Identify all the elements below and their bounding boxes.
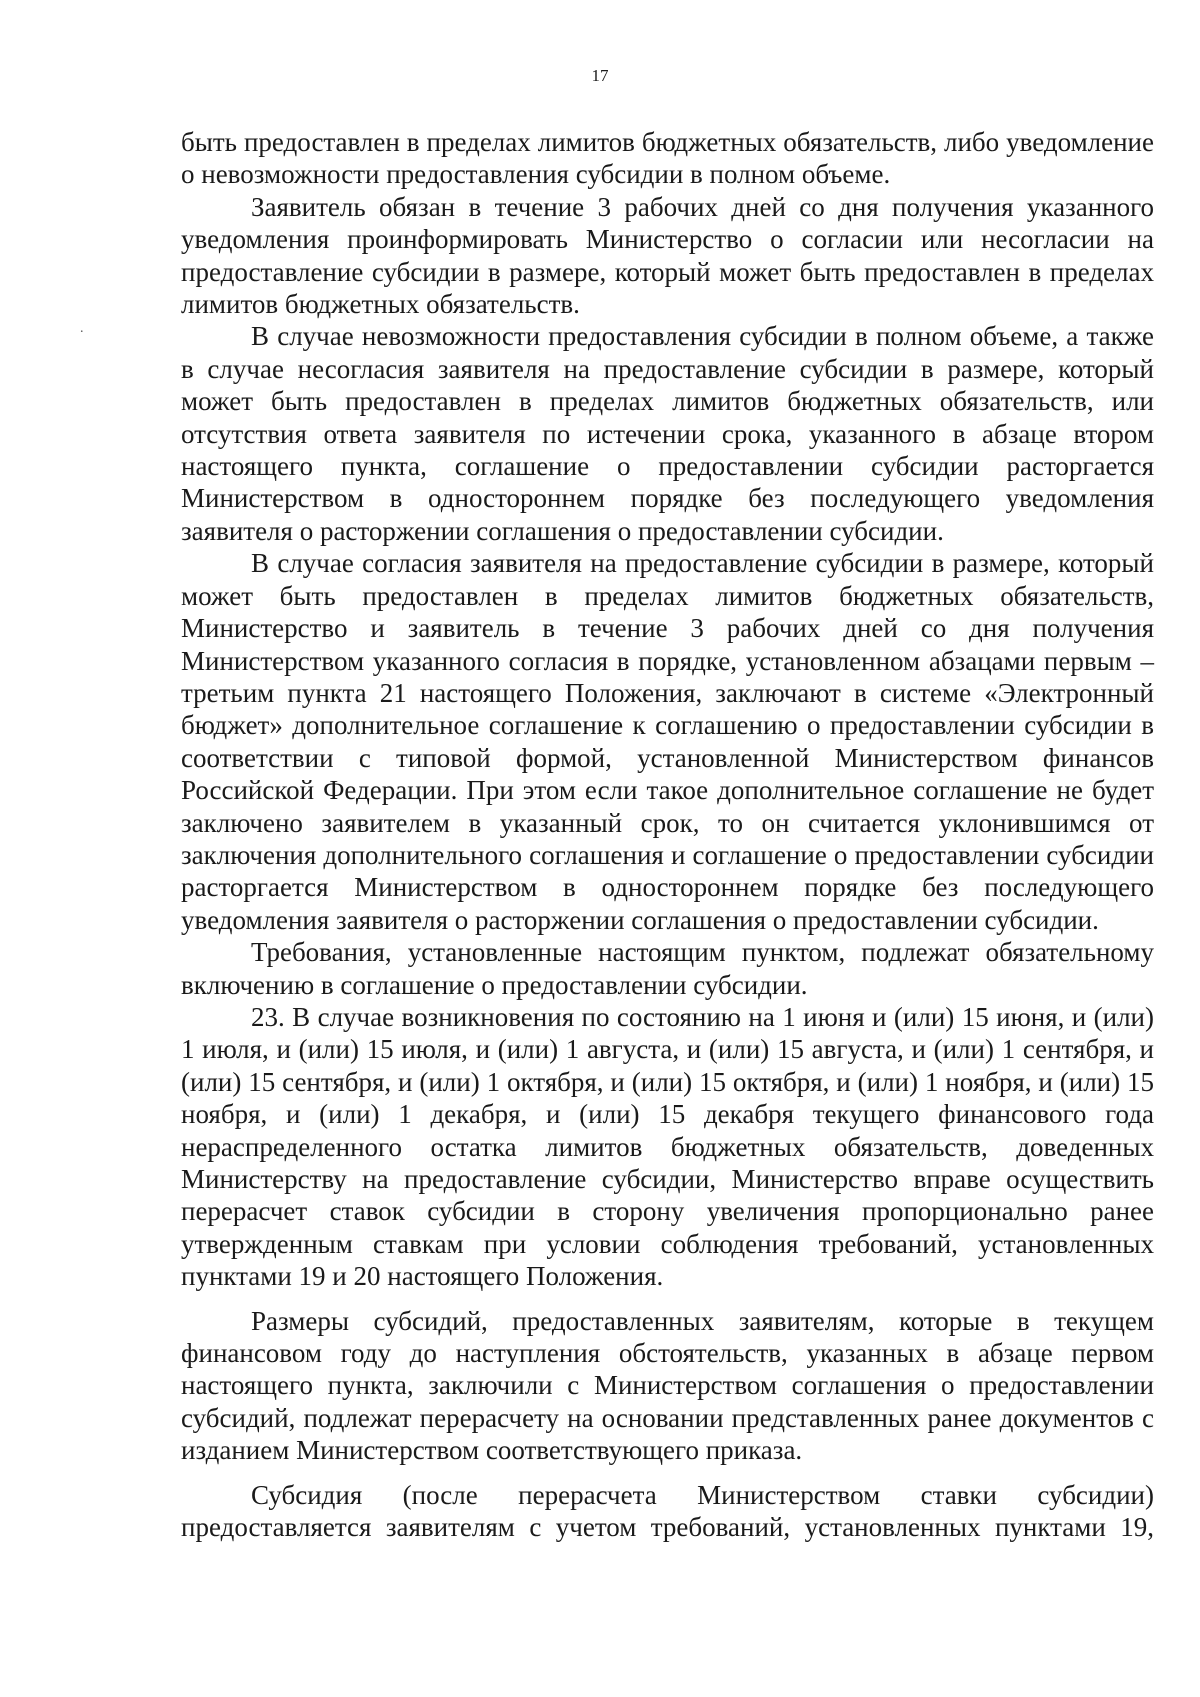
paragraph-applicant-obligation: Заявитель обязан в течение 3 рабочих дней со дня получения указанного уведомления проинформировать Министерство о согласии или несогласии на предоставление субсидии в размере, который может быть предоставлен в пределах лимитов бюджетных обязательств. <box>181 191 1154 320</box>
document-body <box>181 126 1154 1543</box>
scan-artifact-mark: . <box>80 321 84 336</box>
page-number: 17 <box>591 66 609 85</box>
paragraph-requirements: Требования, установленные настоящим пунктом, подлежат обязательному включению в соглашение о предоставлении субсидии. <box>181 937 1154 1000</box>
paragraph-consent-case: В случае согласия заявителя на предоставление субсидии в размере, который может быть предоставлен в пределах лимитов бюджетных обязательств, Министерство и заявитель в течение 3 рабочих дней со дня получения Министерством указанного согласия в порядке, установленном абзацами первым – третьим пункта 21 настоящего Положения, заключают в системе «Электронный бюджет» дополнительное соглашение к соглашению о предоставлении субсидии в соответствии с типовой формой, установленной Министерством финансов Российской Федерации. При этом если такое дополнительное соглашение не будет заключено заявителем в указанный срок, то он считается уклонившимся от заключения дополнительного соглашения и соглашение о предоставлении субсидии расторгается Министерством в одностороннем порядке без последующего уведомления заявителя о расторжении соглашения о предоставлении субсидии. <box>181 548 1154 935</box>
paragraph-subsidy-sizes: Размеры субсидий, предоставленных заявителям, которые в текущем финансовом году до наступления обстоятельств, указанных в абзаце первом настоящего пункта, заключили с Министерством соглашения о предоставлении субсидий, подлежат перерасчету на основании представленных ранее документов с изданием Министерством соответствующего приказа. <box>181 1305 1154 1466</box>
paragraph-subsidy-recalculation: Субсидия (после перерасчета Министерством ставки субсидии) предоставляется заявителям с учетом требований, установленных пунктами 19, <box>181 1479 1154 1543</box>
paragraph-impossibility-case: В случае невозможности предоставления субсидии в полном объеме, а также в случае несогласия заявителя на предоставление субсидии в размере, который может быть предоставлен в пределах лимитов бюджетных обязательств, или отсутствия ответа заявителя по истечении срока, указанного в абзаце втором настоящего пункта, соглашение о предоставлении субсидии расторгается Министерством в одностороннем порядке без последующего уведомления заявителя о расторжении соглашения о предоставлении субсидии. <box>181 321 1154 546</box>
paragraph-continuation: быть предоставлен в пределах лимитов бюджетных обязательств, либо уведомление о невозможности предоставления субсидии в полном объеме. <box>181 127 1154 190</box>
paragraph-item-23: 23. В случае возникновения по состоянию на 1 июня и (или) 15 июня, и (или) 1 июля, и (или) 15 июля, и (или) 1 августа, и (или) 15 августа, и (или) 1 сентября, и (или) 15 сентября, и (или) 1 октября, и (или) 15 октября, и (или) 1 ноября, и (или) 15 ноября, и (или) 1 декабря, и (или) 15 декабря текущего финансового года нераспределенного остатка лимитов бюджетных обязательств, доведенных Министерству на предоставление субсидии, Министерство вправе осуществить перерасчет ставок субсидии в сторону увеличения пропорционально ранее утвержденным ставкам при условии соблюдения требований, установленных пунктами 19 и 20 настоящего Положения. <box>181 1001 1154 1292</box>
